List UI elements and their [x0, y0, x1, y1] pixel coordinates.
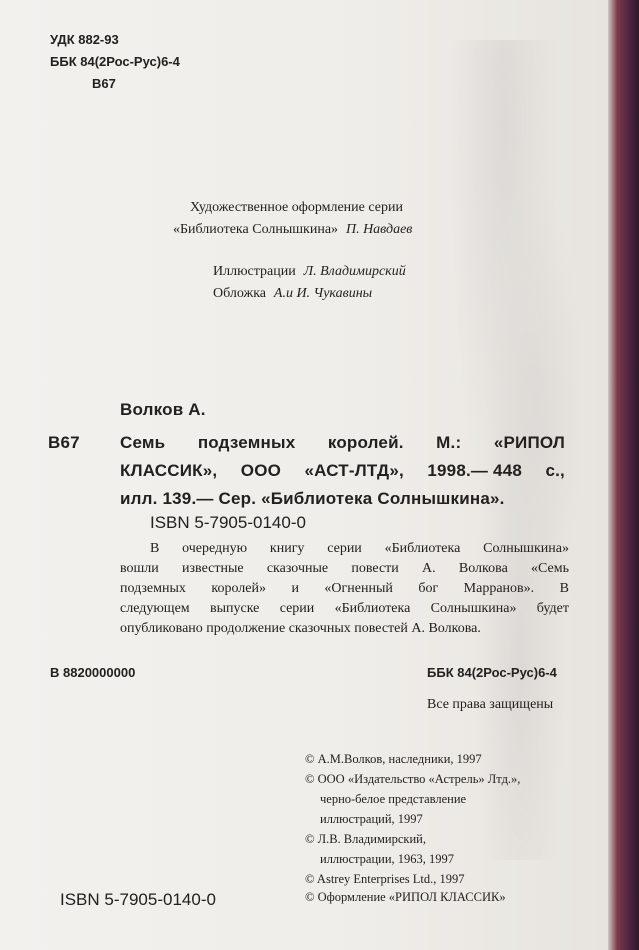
footer-bbk: ББК 84(2Рос-Рус)6-4 [427, 665, 557, 680]
rights-reserved: Все права защищены [427, 697, 554, 712]
word: ООО [240, 461, 282, 480]
annotation-line-5: опубликовано продолжение сказочных повестей А. Волкова. [120, 621, 481, 636]
annotation-line-1 [150, 541, 569, 557]
annotation-line-3 [120, 581, 569, 597]
word: Марранов». [463, 581, 535, 596]
word: следующем [120, 601, 190, 616]
cover-label: Обложка [213, 286, 266, 301]
annotation-line-4 [120, 601, 569, 617]
word: королей» [211, 581, 266, 596]
word: серии [279, 601, 315, 616]
word: повести [351, 561, 399, 576]
word: вошли [120, 561, 159, 576]
word: М.: [436, 433, 462, 452]
word: с., [545, 461, 565, 480]
copyright-line: © ООО «Издательство «Астрель» Лтд.», [305, 772, 521, 786]
word: 1998.— 448 [427, 461, 523, 480]
catalog-isbn: ISBN 5-7905-0140-0 [150, 513, 306, 532]
catalog-author: Волков А. [120, 400, 206, 419]
design-credit-line: Художественное оформление серии [190, 200, 403, 215]
cover-artists: А.и И. Чукавины [273, 286, 373, 301]
word: бог [418, 581, 439, 596]
catalog-line-2 [120, 461, 565, 481]
word: Солнышкина» [430, 601, 517, 616]
footer-code: В 8820000000 [50, 665, 136, 680]
catalog-mark: В67 [48, 433, 80, 452]
word: подземных [197, 433, 296, 452]
word: Солнышкина» [483, 541, 569, 556]
word: «РИПОЛ [493, 433, 565, 452]
design-credit-series [173, 220, 412, 238]
word: сказочные [266, 561, 329, 576]
copyright-line: © Astrey Enterprises Ltd., 1997 [305, 872, 465, 886]
word: А. [422, 561, 436, 576]
word: серии [327, 541, 362, 556]
word: книгу [269, 541, 305, 556]
word: и [291, 581, 299, 596]
copyright-line: черно-белое представление [320, 792, 467, 806]
copyright-line: © Оформление «РИПОЛ КЛАССИК» [305, 890, 506, 904]
word: подземных [120, 581, 186, 596]
series-name: «Библиотека Солнышкина» [173, 222, 339, 237]
copyright-line: иллюстраций, 1997 [320, 812, 423, 826]
illustrations-artist: Л. Владимирский [303, 264, 406, 279]
footer-isbn: ISBN 5-7905-0140-0 [60, 890, 216, 909]
word: КЛАССИК», [120, 461, 218, 480]
word: очередную [182, 541, 248, 556]
copyright-line: иллюстрации, 1963, 1997 [320, 852, 455, 866]
illustrations-credit [213, 262, 406, 280]
word: Волкова [458, 561, 508, 576]
catalog-line-1 [120, 433, 565, 453]
word: «Библиотека [384, 541, 461, 556]
author-mark: В67 [92, 76, 116, 91]
udk-code: УДК 882-93 [50, 32, 119, 47]
word: «АСТ-ЛТД», [304, 461, 404, 480]
word: В [559, 581, 569, 596]
illustrations-label: Иллюстрации [213, 264, 296, 279]
catalog-line-3: илл. 139.— Сер. «Библиотека Солнышкина». [120, 489, 505, 508]
bbk-code: ББК 84(2Рос-Рус)6-4 [50, 54, 180, 69]
annotation-line-2 [120, 561, 569, 577]
copyright-line: © Л.В. Владимирский, [305, 832, 426, 846]
word: известные [182, 561, 244, 576]
cover-credit [213, 284, 372, 302]
word: «Огненный [324, 581, 393, 596]
word: выпуске [209, 601, 260, 616]
word: В [150, 541, 160, 556]
book-spine [608, 0, 639, 950]
word: «Библиотека [334, 601, 411, 616]
word: будет [536, 601, 569, 616]
design-artist: П. Навдаев [345, 222, 413, 237]
word: «Семь [531, 561, 569, 576]
word: королей. [327, 433, 404, 452]
copyright-line: © А.М.Волков, наследники, 1997 [305, 752, 482, 766]
word: Семь [120, 433, 166, 452]
